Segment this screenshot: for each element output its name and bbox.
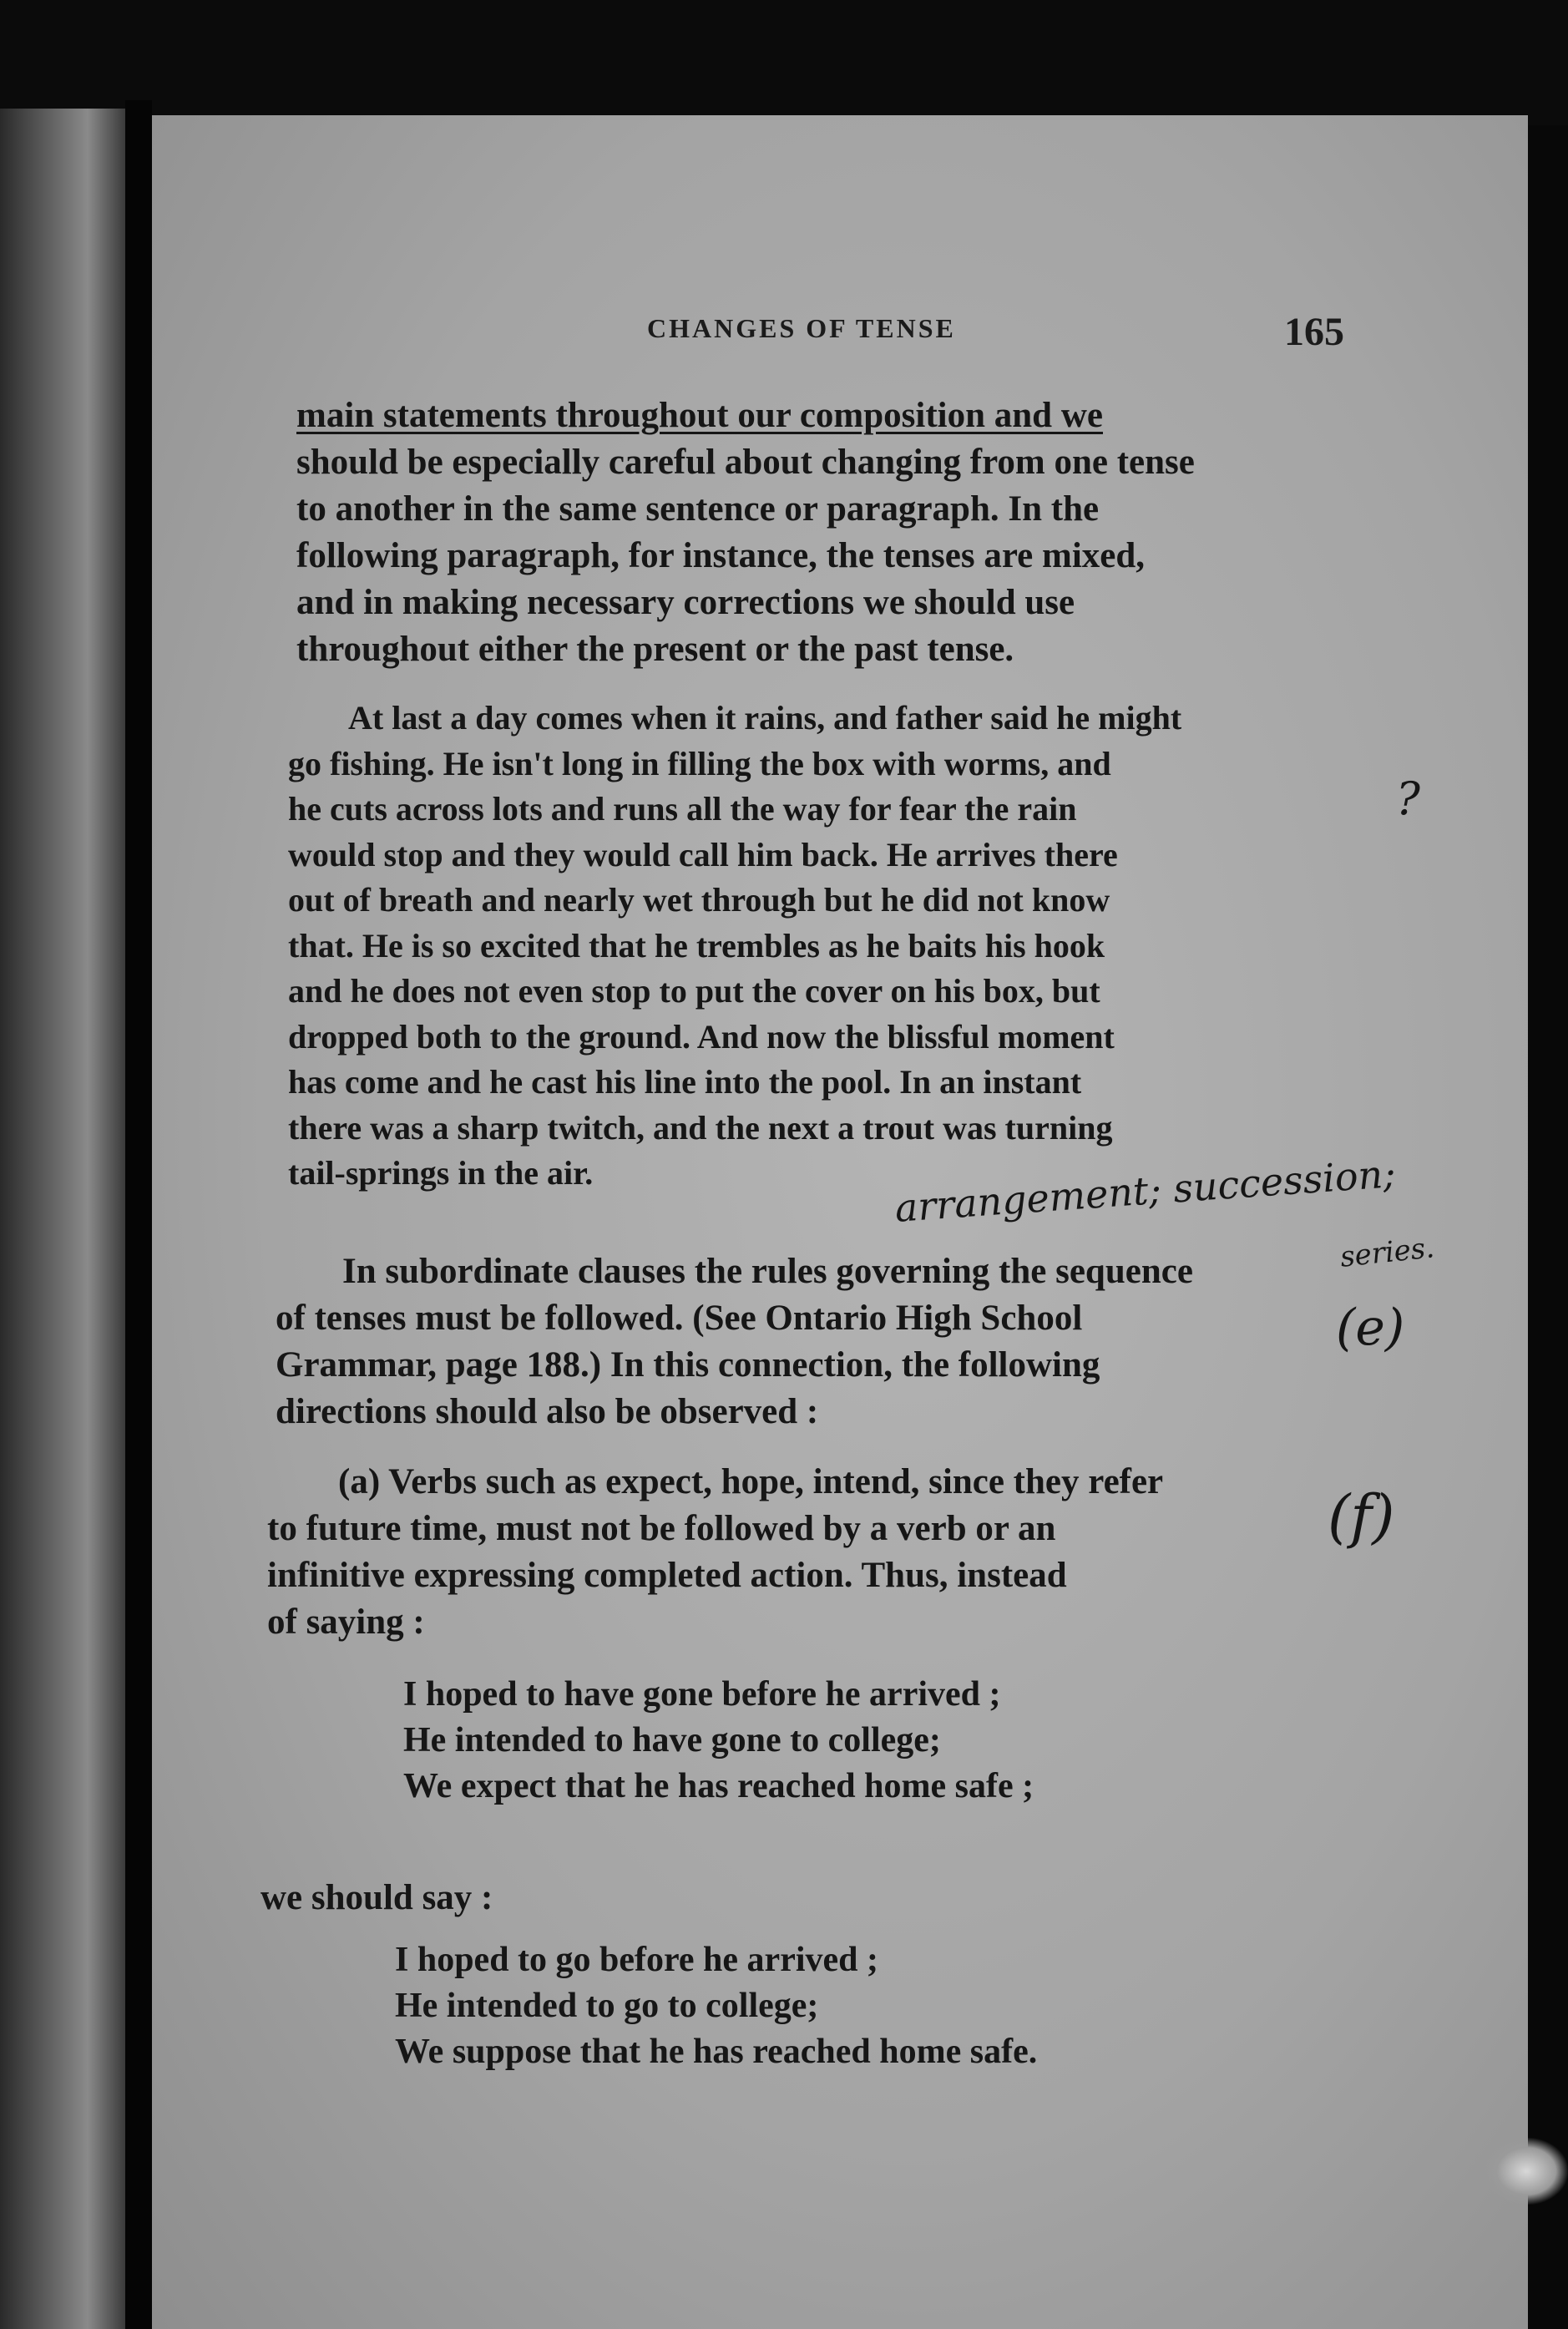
example-line: I hoped to go before he arrived ; [395,1941,878,1979]
example-line: We suppose that he has reached home safe. [395,2033,1038,2071]
text-line: that. He is so excited that he trembles as he baits his hook [288,926,1105,965]
paragraph-rule-a [267,1459,1163,1646]
text-line: directions should also be observed : [276,1392,819,1431]
text-line: In subordinate clauses the rules governing the sequence [342,1252,1193,1291]
running-header: CHANGES OF TENSE [647,313,956,343]
right-scan-border [1528,125,1568,2329]
text-line: to future time, must not be followed by a verb or an [267,1509,1056,1548]
handwritten-annotation: arrangement; succession; [893,1151,1398,1231]
paragraph-intro [296,392,1348,673]
text-line: following paragraph, for instance, the tenses are mixed, [296,536,1146,575]
paragraph-we-should-say [260,1875,493,1921]
text-line: we should say : [260,1878,493,1917]
text-line: there was a sharp twitch, and the next a trout was turning [288,1108,1113,1147]
example-line: We expect that he has reached home safe ; [403,1767,1034,1805]
text-line: of tenses must be followed. (See Ontario High School [276,1299,1083,1338]
text-line: has come and he cast his line into the pool. In an instant [288,1063,1082,1101]
text-line: would stop and they would call him back. He arrives there [288,835,1118,873]
left-page-edge [0,109,125,2329]
text-line: he cuts across lots and runs all the way for fear the rain [288,790,1077,828]
example-line: I hoped to have gone before he arrived ; [403,1675,1001,1714]
handwritten-annotation: series. [1338,1231,1436,1274]
example-line: He intended to go to college; [395,1987,819,2025]
handwritten-mark: (f) [1328,1482,1395,1551]
text-line: tail-springs in the air. [288,1154,594,1192]
text-line: main statements throughout our composition and we [296,396,1103,435]
example-line: He intended to have gone to college; [403,1721,941,1759]
examples-correct [395,1937,1037,2075]
handwritten-question-mark: ? [1396,772,1420,825]
text-line: to another in the same sentence or paragraph. In the [296,489,1100,529]
handwritten-mark: (e) [1336,1299,1405,1357]
paper-damage [1485,2138,1568,2205]
text-line: (a) Verbs such as expect, hope, intend, since they refer [338,1462,1164,1501]
text-line: At last a day comes when it rains, and father said he might [348,699,1182,737]
text-line: should be especially careful about changing from one tense [296,443,1195,482]
text-line: of saying : [267,1602,425,1642]
page-number: 165 [1284,310,1344,354]
text-line: Grammar, page 188.) In this connection, the following [276,1345,1100,1385]
text-line: throughout either the present or the past tense. [296,630,1014,669]
text-line: infinitive expressing completed action. Thus, instead [267,1556,1067,1595]
text-line: out of breath and nearly wet through but he did not know [288,881,1110,919]
text-line: and he does not even stop to put the cover on his box, but [288,972,1100,1010]
paragraph-example-passage [288,696,1181,1197]
paragraph-subordinate-clauses [276,1248,1193,1435]
text-line: dropped both to the ground. And now the blissful moment [288,1017,1115,1056]
text-line: go fishing. He isn't long in filling the box with worms, and [288,744,1111,782]
book-gutter [125,100,152,2329]
text-line: and in making necessary corrections we should use [296,583,1075,622]
examples-incorrect [403,1672,1034,1810]
